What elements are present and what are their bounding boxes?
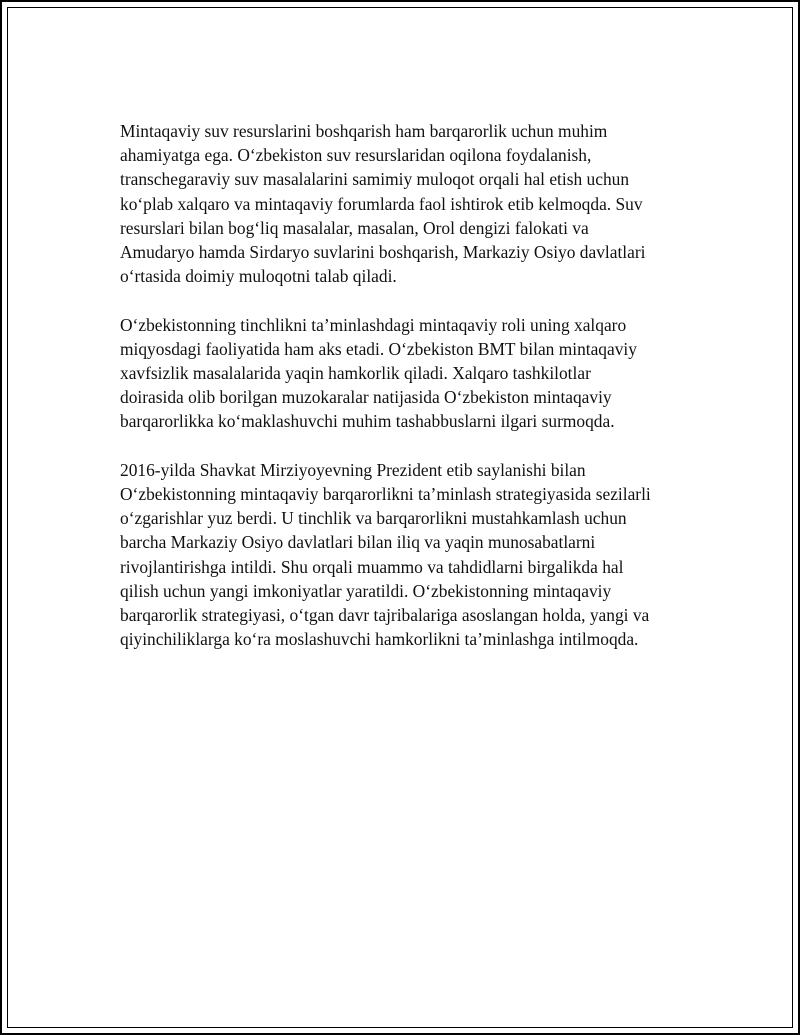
document-body — [120, 119, 710, 676]
paragraph-water-resources: Mintaqaviy suv resurslarini boshqarish ham barqarorlik uchun muhim ahamiyatga ega. O‘zbekiston suv resurslaridan oqilona foydalanish, transchegaraviy suv masalalarini samimiy muloqot orqali hal etish uchun ko‘plab xalqaro va mintaqaviy forumlarda faol ishtirok etib kelmoqda. Suv resurslari bilan bog‘liq masalalar, masalan, Orol dengizi falokati va Amudaryo hamda Sirdaryo suvlarini boshqarish, Markaziy Osiyo davlatlari o‘rtasida doimiy muloqotni talab qiladi. — [120, 121, 646, 287]
paragraph-regional-peace-role: O‘zbekistonning tinchlikni ta’minlashdagi mintaqaviy roli uning xalqaro miqyosdagi faoliyatida ham aks etadi. O‘zbekiston BMT bilan mintaqaviy xavfsizlik masalalarida yaqin hamkorlik qiladi. Xalqaro tashkilotlar doirasida olib borilgan muzokaralar natijasida O‘zbekiston mintaqaviy barqarorlikka ko‘maklashuvchi muhim tashabbuslarni ilgari surmoqda. — [120, 314, 637, 432]
paragraph-2016-strategy: 2016-yilda Shavkat Mirziyoyevning Prezident etib saylanishi bilan O‘zbekistonning mintaqaviy barqarorlikni ta’minlash strategiyasida sezilarli o‘zgarishlar yuz berdi. U tinchlik va barqarorlikni mustahkamlash uchun barcha Markaziy Osiyo davlatlari bilan iliq va yaqin munosabatlarni rivojlantirishga intildi. Shu orqali muammo va tahdidlarni birgalikda hal qilish uchun yangi imkoniyatlar yaratildi. O‘zbekistonning mintaqaviy barqarorlik strategiyasi, o‘tgan davr tajribalariga asoslangan holda, yangi va qiyinchiliklarga ko‘ra moslashuvchi hamkorlikni ta’minlashga intilmoqda. — [120, 459, 651, 650]
